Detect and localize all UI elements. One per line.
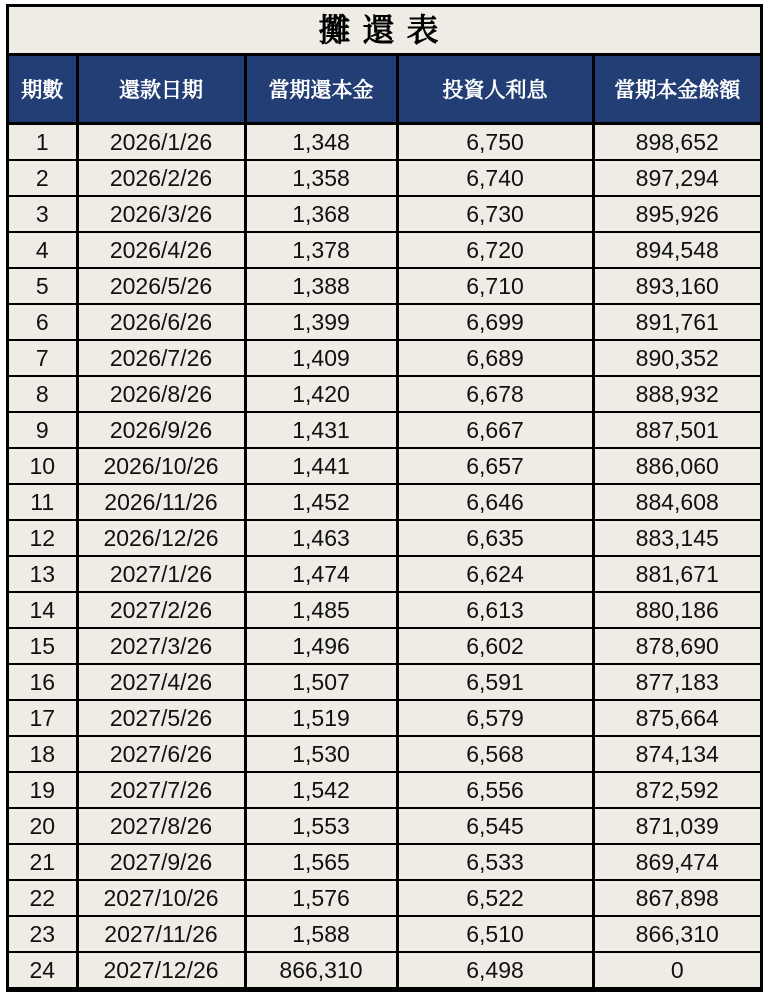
cell-balance: 0 (593, 952, 760, 988)
cell-interest: 6,522 (397, 880, 593, 916)
cell-period: 15 (9, 628, 77, 664)
cell-balance: 872,592 (593, 772, 760, 808)
header-row (9, 56, 760, 124)
cell-interest: 6,657 (397, 448, 593, 484)
cell-principal: 1,463 (245, 520, 397, 556)
cell-principal: 1,368 (245, 196, 397, 232)
cell-date: 2026/6/26 (77, 304, 245, 340)
cell-interest: 6,545 (397, 808, 593, 844)
table-row (9, 664, 760, 700)
cell-interest: 6,635 (397, 520, 593, 556)
cell-date: 2027/12/26 (77, 952, 245, 988)
cell-balance: 871,039 (593, 808, 760, 844)
table-row (9, 700, 760, 736)
table-row (9, 916, 760, 952)
amortization-table (9, 56, 760, 989)
cell-balance: 897,294 (593, 160, 760, 196)
cell-balance: 875,664 (593, 700, 760, 736)
cell-balance: 884,608 (593, 484, 760, 520)
cell-principal: 1,576 (245, 880, 397, 916)
table-row (9, 412, 760, 448)
cell-period: 17 (9, 700, 77, 736)
cell-date: 2027/2/26 (77, 592, 245, 628)
cell-principal: 1,496 (245, 628, 397, 664)
cell-interest: 6,624 (397, 556, 593, 592)
page-title: 攤還表 (9, 7, 760, 56)
cell-date: 2026/9/26 (77, 412, 245, 448)
cell-interest: 6,533 (397, 844, 593, 880)
column-header-date: 還款日期 (77, 56, 245, 124)
cell-balance: 886,060 (593, 448, 760, 484)
cell-principal: 866,310 (245, 952, 397, 988)
table-row (9, 124, 760, 161)
cell-principal: 1,388 (245, 268, 397, 304)
cell-period: 14 (9, 592, 77, 628)
cell-date: 2027/1/26 (77, 556, 245, 592)
cell-interest: 6,510 (397, 916, 593, 952)
cell-balance: 866,310 (593, 916, 760, 952)
cell-date: 2026/3/26 (77, 196, 245, 232)
cell-principal: 1,474 (245, 556, 397, 592)
cell-date: 2026/12/26 (77, 520, 245, 556)
cell-principal: 1,420 (245, 376, 397, 412)
cell-date: 2027/5/26 (77, 700, 245, 736)
table-row (9, 772, 760, 808)
cell-interest: 6,556 (397, 772, 593, 808)
cell-date: 2026/7/26 (77, 340, 245, 376)
table-row (9, 592, 760, 628)
cell-balance: 891,761 (593, 304, 760, 340)
cell-principal: 1,588 (245, 916, 397, 952)
cell-interest: 6,750 (397, 124, 593, 161)
cell-period: 22 (9, 880, 77, 916)
table-row (9, 844, 760, 880)
table-row (9, 376, 760, 412)
table-row (9, 304, 760, 340)
cell-principal: 1,441 (245, 448, 397, 484)
table-row (9, 520, 760, 556)
cell-date: 2027/6/26 (77, 736, 245, 772)
cell-period: 5 (9, 268, 77, 304)
cell-period: 16 (9, 664, 77, 700)
cell-principal: 1,507 (245, 664, 397, 700)
cell-interest: 6,602 (397, 628, 593, 664)
cell-balance: 878,690 (593, 628, 760, 664)
cell-date: 2027/4/26 (77, 664, 245, 700)
table-row (9, 952, 760, 988)
cell-period: 12 (9, 520, 77, 556)
cell-date: 2026/1/26 (77, 124, 245, 161)
cell-principal: 1,431 (245, 412, 397, 448)
table-row (9, 232, 760, 268)
cell-principal: 1,348 (245, 124, 397, 161)
cell-balance: 869,474 (593, 844, 760, 880)
cell-interest: 6,699 (397, 304, 593, 340)
table-row (9, 808, 760, 844)
column-header-period: 期數 (9, 56, 77, 124)
cell-balance: 895,926 (593, 196, 760, 232)
amortization-sheet (6, 4, 763, 992)
cell-interest: 6,568 (397, 736, 593, 772)
table-row (9, 160, 760, 196)
table-row (9, 736, 760, 772)
cell-principal: 1,542 (245, 772, 397, 808)
cell-interest: 6,613 (397, 592, 593, 628)
cell-date: 2027/10/26 (77, 880, 245, 916)
cell-balance: 880,186 (593, 592, 760, 628)
cell-interest: 6,591 (397, 664, 593, 700)
cell-principal: 1,409 (245, 340, 397, 376)
cell-interest: 6,678 (397, 376, 593, 412)
table-row (9, 628, 760, 664)
cell-date: 2027/7/26 (77, 772, 245, 808)
cell-date: 2026/8/26 (77, 376, 245, 412)
cell-balance: 890,352 (593, 340, 760, 376)
cell-period: 21 (9, 844, 77, 880)
cell-period: 6 (9, 304, 77, 340)
table-row (9, 484, 760, 520)
cell-interest: 6,498 (397, 952, 593, 988)
cell-balance: 867,898 (593, 880, 760, 916)
cell-interest: 6,667 (397, 412, 593, 448)
cell-period: 3 (9, 196, 77, 232)
cell-period: 7 (9, 340, 77, 376)
cell-date: 2026/2/26 (77, 160, 245, 196)
cell-principal: 1,530 (245, 736, 397, 772)
cell-period: 18 (9, 736, 77, 772)
cell-interest: 6,730 (397, 196, 593, 232)
cell-principal: 1,565 (245, 844, 397, 880)
cell-period: 1 (9, 124, 77, 161)
table-row (9, 268, 760, 304)
cell-principal: 1,485 (245, 592, 397, 628)
cell-balance: 894,548 (593, 232, 760, 268)
cell-date: 2027/8/26 (77, 808, 245, 844)
cell-date: 2026/4/26 (77, 232, 245, 268)
cell-interest: 6,720 (397, 232, 593, 268)
cell-balance: 898,652 (593, 124, 760, 161)
cell-date: 2026/10/26 (77, 448, 245, 484)
cell-interest: 6,646 (397, 484, 593, 520)
cell-principal: 1,519 (245, 700, 397, 736)
cell-period: 19 (9, 772, 77, 808)
cell-balance: 887,501 (593, 412, 760, 448)
table-row (9, 448, 760, 484)
cell-period: 24 (9, 952, 77, 988)
table-row (9, 880, 760, 916)
cell-principal: 1,358 (245, 160, 397, 196)
cell-period: 4 (9, 232, 77, 268)
cell-period: 8 (9, 376, 77, 412)
column-header-interest: 投資人利息 (397, 56, 593, 124)
cell-period: 2 (9, 160, 77, 196)
cell-period: 9 (9, 412, 77, 448)
cell-balance: 888,932 (593, 376, 760, 412)
cell-principal: 1,399 (245, 304, 397, 340)
cell-period: 11 (9, 484, 77, 520)
cell-interest: 6,579 (397, 700, 593, 736)
cell-date: 2026/11/26 (77, 484, 245, 520)
table-row (9, 556, 760, 592)
cell-balance: 883,145 (593, 520, 760, 556)
cell-balance: 893,160 (593, 268, 760, 304)
table-row (9, 340, 760, 376)
cell-balance: 874,134 (593, 736, 760, 772)
cell-balance: 877,183 (593, 664, 760, 700)
table-row (9, 196, 760, 232)
cell-period: 13 (9, 556, 77, 592)
cell-principal: 1,452 (245, 484, 397, 520)
cell-interest: 6,689 (397, 340, 593, 376)
cell-date: 2026/5/26 (77, 268, 245, 304)
cell-interest: 6,710 (397, 268, 593, 304)
cell-date: 2027/11/26 (77, 916, 245, 952)
cell-period: 20 (9, 808, 77, 844)
cell-period: 23 (9, 916, 77, 952)
cell-balance: 881,671 (593, 556, 760, 592)
column-header-balance: 當期本金餘額 (593, 56, 760, 124)
cell-principal: 1,378 (245, 232, 397, 268)
cell-date: 2027/9/26 (77, 844, 245, 880)
column-header-principal: 當期還本金 (245, 56, 397, 124)
cell-date: 2027/3/26 (77, 628, 245, 664)
cell-period: 10 (9, 448, 77, 484)
cell-interest: 6,740 (397, 160, 593, 196)
cell-principal: 1,553 (245, 808, 397, 844)
